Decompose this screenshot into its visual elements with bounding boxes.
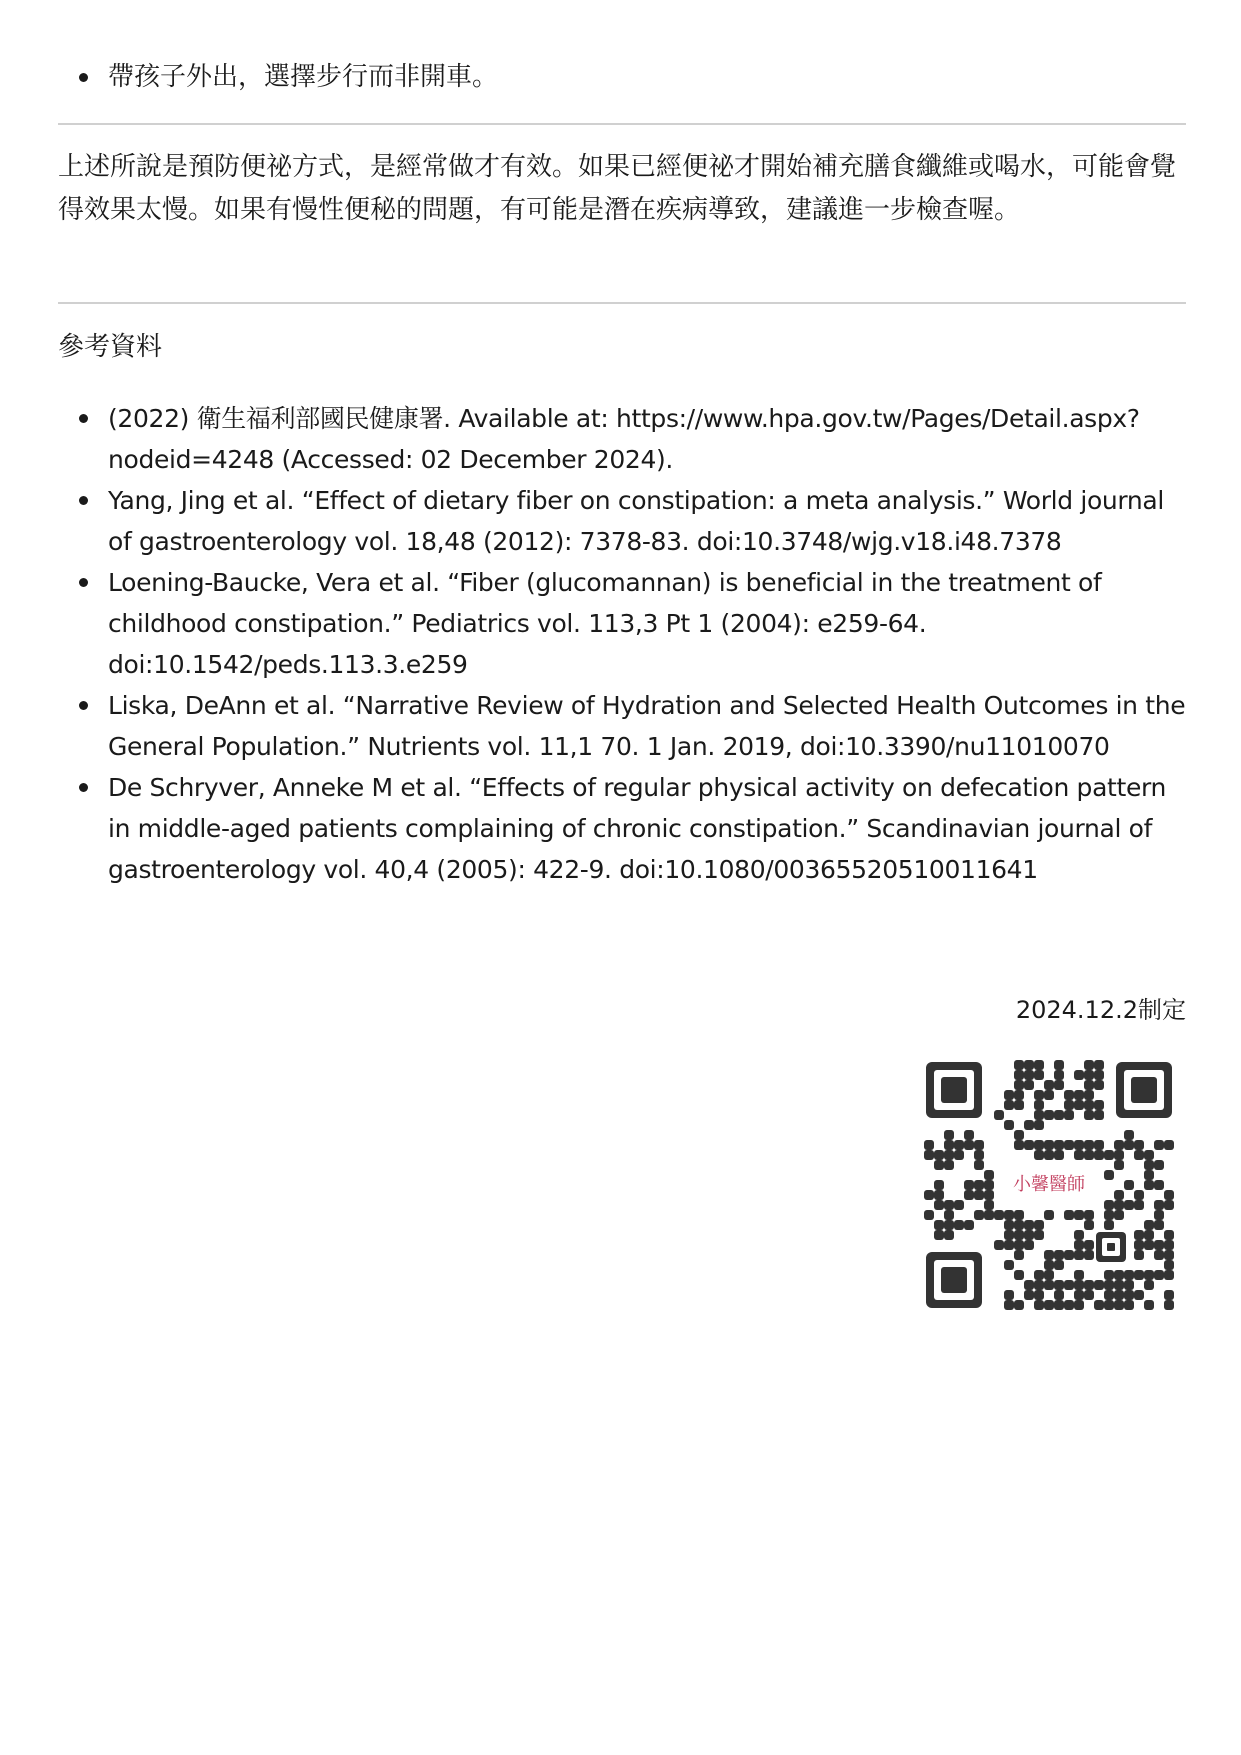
qr-module	[1094, 1110, 1104, 1120]
qr-module	[1144, 1230, 1154, 1240]
reference-item	[58, 480, 1186, 562]
qr-module	[1074, 1250, 1084, 1260]
qr-module	[1054, 1290, 1064, 1300]
qr-module	[954, 1220, 964, 1230]
qr-module	[1134, 1200, 1144, 1210]
qr-module	[944, 1130, 954, 1140]
qr-module	[1014, 1060, 1024, 1070]
qr-module	[1044, 1260, 1054, 1270]
qr-module	[1004, 1260, 1014, 1270]
qr-module	[1084, 1210, 1094, 1220]
qr-module	[1014, 1250, 1024, 1260]
qr-module	[1064, 1090, 1074, 1100]
qr-module	[1114, 1160, 1124, 1170]
qr-module	[1084, 1100, 1094, 1110]
qr-module	[924, 1210, 934, 1220]
qr-module	[1074, 1280, 1084, 1290]
qr-module	[974, 1190, 984, 1200]
qr-module	[1004, 1230, 1014, 1240]
qr-module	[1014, 1100, 1024, 1110]
qr-module	[1134, 1250, 1144, 1260]
qr-module	[1164, 1290, 1174, 1300]
qr-module	[1084, 1080, 1094, 1090]
qr-module	[1024, 1140, 1034, 1150]
qr-module	[954, 1150, 964, 1160]
qr-module	[1044, 1250, 1054, 1260]
qr-module	[1004, 1100, 1014, 1110]
tips-list	[58, 56, 1186, 98]
qr-module	[1124, 1130, 1134, 1140]
qr-module	[1054, 1280, 1064, 1290]
qr-module	[1034, 1290, 1044, 1300]
qr-module	[1034, 1230, 1044, 1240]
qr-module	[1114, 1270, 1124, 1280]
qr-module	[934, 1200, 944, 1210]
qr-module	[1074, 1270, 1084, 1280]
qr-module	[964, 1190, 974, 1200]
qr-module	[1124, 1300, 1134, 1310]
qr-module	[1124, 1290, 1134, 1300]
qr-module	[1144, 1150, 1154, 1160]
qr-module	[1124, 1280, 1134, 1290]
qr-module	[1084, 1150, 1094, 1160]
qr-module	[1084, 1070, 1094, 1080]
qr-module	[934, 1150, 944, 1160]
qr-module	[1024, 1080, 1034, 1090]
reference-item	[58, 767, 1186, 890]
qr-module	[984, 1200, 994, 1210]
qr-module	[1154, 1270, 1164, 1280]
divider	[58, 123, 1186, 125]
qr-module	[1154, 1200, 1164, 1210]
qr-module	[1084, 1240, 1094, 1250]
qr-module	[1074, 1230, 1084, 1240]
qr-module	[1094, 1060, 1104, 1070]
qr-module	[1114, 1210, 1124, 1220]
qr-module	[1134, 1150, 1144, 1160]
bullet-icon	[79, 73, 88, 82]
qr-module	[984, 1210, 994, 1220]
qr-module	[1154, 1210, 1164, 1220]
qr-module	[1134, 1270, 1144, 1280]
qr-module	[1004, 1210, 1014, 1220]
qr-module	[1144, 1270, 1154, 1280]
qr-module	[1104, 1150, 1114, 1160]
qr-module	[1054, 1150, 1064, 1160]
qr-module	[1034, 1090, 1044, 1100]
qr-module	[1064, 1300, 1074, 1310]
qr-module	[1144, 1240, 1154, 1250]
qr-module	[1054, 1110, 1064, 1120]
qr-module	[924, 1150, 934, 1160]
qr-module	[1044, 1140, 1054, 1150]
qr-module	[1074, 1140, 1084, 1150]
qr-module	[1074, 1240, 1084, 1250]
reference-text: Loening-Baucke, Vera et al. “Fiber (glucomannan) is beneficial in the treatment of childhood constipation.” Pediatrics vol. 113,3 Pt 1 (2004): e259-64. doi:10.1542/peds.113.3.e259	[108, 568, 1102, 679]
reference-text: Liska, DeAnn et al. “Narrative Review of Hydration and Selected Health Outcomes in the General Population.” Nutrients vol. 11,1 70. 1 Jan. 2019, doi:10.3390/nu11010070	[108, 691, 1186, 761]
qr-module	[1124, 1200, 1134, 1210]
qr-module	[1144, 1180, 1154, 1190]
qr-module	[1094, 1280, 1104, 1290]
qr-module	[1014, 1070, 1024, 1080]
qr-module	[1044, 1300, 1054, 1310]
qr-module	[1154, 1160, 1164, 1170]
qr-module	[1064, 1100, 1074, 1110]
qr-module	[1044, 1080, 1054, 1090]
qr-module	[1164, 1250, 1174, 1260]
qr-module	[1034, 1220, 1044, 1230]
qr-module	[1004, 1120, 1014, 1130]
qr-module	[1094, 1100, 1104, 1110]
qr-module	[1154, 1140, 1164, 1150]
qr-module	[1114, 1280, 1124, 1290]
qr-module	[1164, 1300, 1174, 1310]
qr-module	[1074, 1070, 1084, 1080]
qr-module	[1004, 1090, 1014, 1100]
qr-module	[1024, 1240, 1034, 1250]
reference-text: (2022) 衛生福利部國民健康署. Available at: https://www.hpa.gov.tw/Pages/Detail.aspx?nodeid=4248 (Accessed: 02 December 2024).	[108, 404, 1140, 474]
qr-module	[1094, 1080, 1104, 1090]
qr-module	[1074, 1150, 1084, 1160]
qr-module	[1104, 1290, 1114, 1300]
reference-text: De Schryver, Anneke M et al. “Effects of regular physical activity on defecation pattern in middle-aged patients complaining of chronic constipation.” Scandinavian journal of gastroenterology vol. 40,4 (2005): 422-9. doi:10.1080/00365520510011641	[108, 773, 1166, 884]
qr-module	[1024, 1280, 1034, 1290]
qr-module	[1044, 1270, 1054, 1280]
qr-module	[1134, 1290, 1144, 1300]
qr-module	[974, 1160, 984, 1170]
qr-module	[1074, 1210, 1084, 1220]
qr-module	[1144, 1160, 1154, 1170]
qr-module	[964, 1180, 974, 1190]
reference-item	[58, 398, 1186, 480]
creation-date: 2024.12.2制定	[1015, 996, 1186, 1024]
reference-text: Yang, Jing et al. “Effect of dietary fiber on constipation: a meta analysis.” World journal of gastroenterology vol. 18,48 (2012): 7378-83. doi:10.3748/wjg.v18.i48.7378	[108, 486, 1164, 556]
qr-module	[1024, 1120, 1034, 1130]
qr-module	[1024, 1220, 1034, 1230]
qr-module	[974, 1210, 984, 1220]
qr-module	[1064, 1250, 1074, 1260]
qr-module	[1034, 1060, 1044, 1070]
qr-module	[984, 1170, 994, 1180]
qr-module	[1014, 1130, 1024, 1140]
qr-module	[1104, 1200, 1114, 1210]
qr-module	[944, 1210, 954, 1220]
qr-module	[934, 1190, 944, 1200]
qr-module	[1014, 1090, 1024, 1100]
reference-item	[58, 685, 1186, 767]
qr-module	[1154, 1250, 1164, 1260]
qr-module	[1014, 1220, 1024, 1230]
qr-module	[944, 1150, 954, 1160]
qr-module	[1014, 1240, 1024, 1250]
bullet-icon	[79, 783, 88, 792]
bullet-icon	[79, 701, 88, 710]
qr-module	[1044, 1150, 1054, 1160]
qr-module	[1004, 1220, 1014, 1230]
qr-module	[1084, 1090, 1094, 1100]
qr-module	[1004, 1290, 1014, 1300]
qr-module	[1034, 1280, 1044, 1290]
qr-module	[1034, 1300, 1044, 1310]
qr-module	[994, 1240, 1004, 1250]
qr-module	[934, 1220, 944, 1230]
qr-module	[1144, 1170, 1154, 1180]
qr-module	[1124, 1180, 1134, 1190]
qr-module	[1104, 1270, 1114, 1280]
qr-module	[1034, 1110, 1044, 1120]
qr-module	[1014, 1300, 1024, 1310]
qr-module	[1064, 1210, 1074, 1220]
qr-module	[1014, 1080, 1024, 1090]
qr-module	[1164, 1270, 1174, 1280]
qr-module	[1054, 1300, 1064, 1310]
qr-module	[1014, 1230, 1024, 1240]
qr-module	[1164, 1190, 1174, 1200]
qr-module	[1094, 1150, 1104, 1160]
qr-module	[1004, 1300, 1014, 1310]
qr-module	[1014, 1210, 1024, 1220]
qr-module	[994, 1110, 1004, 1120]
qr-module	[1084, 1290, 1094, 1300]
qr-module	[1024, 1230, 1034, 1240]
qr-module	[1164, 1200, 1174, 1210]
qr-module	[964, 1220, 974, 1230]
reference-item	[58, 562, 1186, 685]
qr-module	[1094, 1140, 1104, 1150]
summary-paragraph: 上述所說是預防便祕方式，是經常做才有效。如果已經便祕才開始補充膳食纖維或喝水，可能會覺得效果太慢。如果有慢性便秘的問題，有可能是潛在疾病導致，建議進一步檢查喔。	[58, 152, 1177, 225]
qr-module	[1114, 1300, 1124, 1310]
qr-brand-label: 小馨醫師	[1000, 1166, 1098, 1204]
qr-module	[1064, 1140, 1074, 1150]
references-list	[58, 398, 1186, 890]
qr-module	[1054, 1080, 1064, 1090]
qr-module	[1074, 1300, 1084, 1310]
qr-module	[1154, 1220, 1164, 1230]
qr-module	[944, 1160, 954, 1170]
qr-module	[944, 1140, 954, 1150]
qr-module	[1164, 1260, 1174, 1270]
qr-module	[1024, 1070, 1034, 1080]
qr-module	[1034, 1120, 1044, 1130]
qr-module	[1084, 1250, 1094, 1260]
qr-module	[1144, 1280, 1154, 1290]
qr-module	[944, 1230, 954, 1240]
qr-module	[974, 1140, 984, 1150]
qr-module	[1074, 1100, 1084, 1110]
qr-module	[1094, 1300, 1104, 1310]
qr-module	[944, 1220, 954, 1230]
qr-module	[1074, 1090, 1084, 1100]
qr-module	[1054, 1250, 1064, 1260]
qr-module	[1014, 1140, 1024, 1150]
qr-module	[1044, 1090, 1054, 1100]
qr-module	[1164, 1240, 1174, 1250]
qr-module	[1114, 1200, 1124, 1210]
qr-module	[1044, 1110, 1054, 1120]
qr-module	[1104, 1220, 1114, 1230]
qr-module	[1024, 1290, 1034, 1300]
qr-module	[1044, 1210, 1054, 1220]
qr-module	[974, 1180, 984, 1190]
qr-module	[1034, 1150, 1044, 1160]
qr-module	[1084, 1110, 1094, 1120]
list-item-text: 帶孩子外出，選擇步行而非開車。	[108, 62, 499, 92]
qr-module	[964, 1130, 974, 1140]
qr-module	[924, 1140, 934, 1150]
qr-module	[1114, 1140, 1124, 1150]
list-item	[58, 56, 1186, 98]
qr-module	[1134, 1140, 1144, 1150]
qr-module	[1144, 1220, 1154, 1230]
qr-module	[1154, 1180, 1164, 1190]
qr-module	[934, 1160, 944, 1170]
qr-module	[1054, 1070, 1064, 1080]
qr-module	[1014, 1270, 1024, 1280]
qr-module	[1114, 1190, 1124, 1200]
qr-module	[1154, 1240, 1164, 1250]
qr-module	[1134, 1190, 1144, 1200]
qr-module	[1054, 1260, 1064, 1270]
qr-code[interactable]	[924, 1060, 1174, 1310]
qr-module	[1074, 1290, 1084, 1300]
qr-module	[954, 1200, 964, 1210]
qr-module	[1084, 1140, 1094, 1150]
qr-module	[974, 1150, 984, 1160]
references-heading: 參考資料	[58, 332, 163, 362]
qr-module	[934, 1180, 944, 1190]
qr-module	[1034, 1270, 1044, 1280]
qr-module	[954, 1140, 964, 1150]
qr-module	[1084, 1060, 1094, 1070]
qr-module	[1104, 1300, 1114, 1310]
qr-module	[1004, 1240, 1014, 1250]
qr-module	[1084, 1280, 1094, 1290]
qr-module	[924, 1190, 934, 1200]
bullet-icon	[79, 414, 88, 423]
qr-module	[1084, 1220, 1094, 1230]
qr-module	[984, 1190, 994, 1200]
qr-module	[1104, 1170, 1114, 1180]
qr-module	[1104, 1280, 1114, 1290]
qr-module	[1114, 1150, 1124, 1160]
qr-module	[1034, 1140, 1044, 1150]
qr-module	[1054, 1140, 1064, 1150]
bullet-icon	[79, 496, 88, 505]
qr-module	[1164, 1230, 1174, 1240]
qr-module	[984, 1180, 994, 1190]
qr-module	[1034, 1070, 1044, 1080]
qr-module	[964, 1140, 974, 1150]
qr-module	[1124, 1140, 1134, 1150]
qr-module	[994, 1210, 1004, 1220]
qr-module	[1064, 1110, 1074, 1120]
bullet-icon	[79, 578, 88, 587]
qr-module	[944, 1200, 954, 1210]
divider	[58, 302, 1186, 304]
qr-module	[1064, 1280, 1074, 1290]
qr-module	[1044, 1280, 1054, 1290]
qr-module	[1054, 1060, 1064, 1070]
qr-module	[1114, 1290, 1124, 1300]
qr-module	[1094, 1070, 1104, 1080]
qr-module	[1164, 1140, 1174, 1150]
qr-module	[1134, 1230, 1144, 1240]
qr-module	[1144, 1300, 1154, 1310]
qr-module	[1034, 1100, 1044, 1110]
qr-module	[1024, 1060, 1034, 1070]
qr-module	[1134, 1240, 1144, 1250]
qr-module	[1104, 1210, 1114, 1220]
qr-module	[1124, 1270, 1134, 1280]
qr-module	[934, 1230, 944, 1240]
